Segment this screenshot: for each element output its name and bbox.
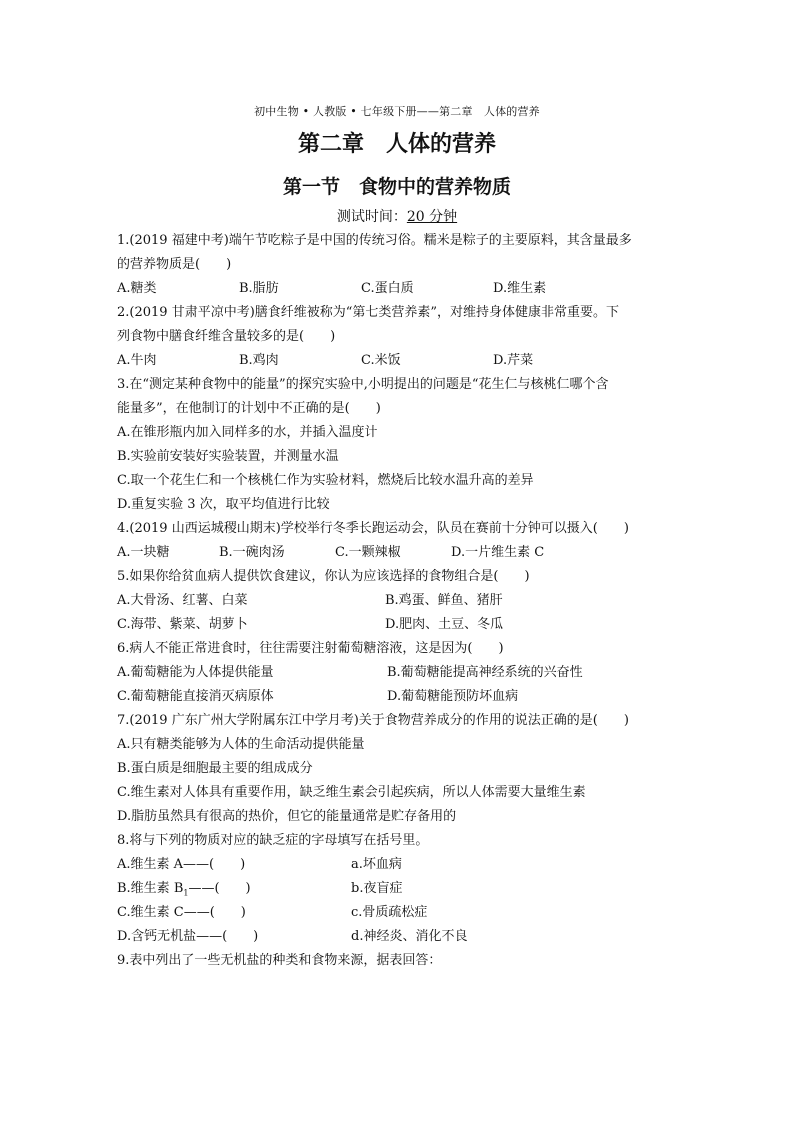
question-2-option-c: C.米饭 [361,353,401,368]
section-title: 第一节 食物中的营养物质 [282,176,511,198]
question-5-option-a: A.大骨汤、红薯、白菜 [117,593,248,608]
question-8-left-a: A.维生素 A——( ) [117,857,246,872]
question-2-option-b: B.鸡肉 [239,353,279,368]
question-8-left-b-text: B.维生素 B [117,881,184,896]
running-header: 初中生物 • 人教版 • 七年级下册——第二章 人体的营养 [254,105,540,118]
question-1-line-2: 的营养物质是( ) [117,257,232,272]
question-1-option-b: B.脂肪 [239,281,279,296]
question-7-option-c: C.维生素对人体具有重要作用，缺乏维生素会引起疾病，所以人体需要大量维生素 [117,785,586,800]
question-8-left-b-tail: ——( ) [188,881,251,896]
question-3-line-1: 3.在“测定某种食物中的能量”的探究实验中,小明提出的问题是“花生仁与核桃仁哪个含 [117,377,609,392]
question-5-option-d: D.肥肉、土豆、冬瓜 [385,617,504,632]
question-7-option-b: B.蛋白质是细胞最主要的组成成分 [117,761,313,776]
question-4-option-a: A.一块糖 [117,545,170,560]
question-3-option-d: D.重复实验 3 次，取平均值进行比较 [117,497,330,512]
question-8-right-d: d.神经炎、消化不良 [351,929,468,944]
question-7-option-a: A.只有糖类能够为人体的生命活动提供能量 [117,737,365,752]
question-9-line-1: 9.表中列出了一些无机盐的种类和食物来源，据表回答： [117,953,442,968]
question-6-option-c: C.葡萄糖能直接消灭病原体 [117,689,274,704]
question-1-option-c: C.蛋白质 [361,281,414,296]
question-8-left-d: D.含钙无机盐——( ) [117,929,259,944]
question-2-option-a: A.牛肉 [117,353,157,368]
question-8-left-b [117,880,251,903]
question-3-option-c: C.取一个花生仁和一个核桃仁作为实验材料，燃烧后比较水温升高的差异 [117,473,534,488]
question-7-option-d: D.脂肪虽然具有很高的热价，但它的能量通常是贮存备用的 [117,809,457,824]
test-time [0,206,794,226]
question-8-right-c: c.骨质疏松症 [351,905,428,920]
question-6-line-1: 6.病人不能正常进食时，往往需要注射葡萄糖溶液，这是因为( ) [117,641,504,656]
question-2-line-2: 列食物中膳食纤维含量较多的是( ) [117,329,336,344]
question-1-option-d: D.维生素 [493,281,547,296]
question-5-line-1: 5.如果你给贫血病人提供饮食建议，你认为应该选择的食物组合是( ) [117,569,530,584]
question-8-right-a: a.坏血病 [351,857,402,872]
question-4-option-d: D.一片维生素 C [451,545,545,560]
question-2-line-1: 2.(2019 甘肃平凉中考)膳食纤维被称为“第七类营养素”，对维持身体健康非常重要。下 [117,305,620,320]
question-1-option-a: A.糖类 [117,281,157,296]
question-8-left-c: C.维生素 C——( ) [117,905,246,920]
question-4-option-c: C.一颗辣椒 [335,545,401,560]
question-6-option-d: D.葡萄糖能预防坏血病 [387,689,519,704]
question-6-option-b: B.葡萄糖能提高神经系统的兴奋性 [387,665,583,680]
question-1-line-1: 1.(2019 福建中考)端午节吃粽子是中国的传统习俗。糯米是粽子的主要原料，其含量最多 [117,233,632,248]
question-7-line-1: 7.(2019 广东广州大学附属东江中学月考)关于食物营养成分的作用的说法正确的是( ) [117,713,629,728]
question-4-line-1: 4.(2019 山西运城稷山期末)学校举行冬季长跑运动会，队员在赛前十分钟可以摄入( ) [117,521,629,536]
question-2-option-d: D.芹菜 [493,353,534,368]
question-6-option-a: A.葡萄糖能为人体提供能量 [117,665,274,680]
question-3-option-b: B.实验前安装好实验装置，并测量水温 [117,449,339,464]
question-5-option-b: B.鸡蛋、鲜鱼、猪肝 [385,593,503,608]
question-4-option-b: B.一碗肉汤 [219,545,285,560]
test-time-value: 20 分钟 [406,209,458,225]
chapter-title: 第二章 人体的营养 [297,131,496,157]
question-3-option-a: A.在锥形瓶内加入同样多的水，并插入温度计 [117,425,378,440]
question-8-right-b: b.夜盲症 [351,881,403,896]
question-5-option-c: C.海带、紫菜、胡萝卜 [117,617,248,632]
question-8-left-b-subscript: 1 [183,888,189,898]
test-time-label: 测试时间： [336,209,407,225]
question-8-line-1: 8.将与下列的物质对应的缺乏症的字母填写在括号里。 [117,833,429,848]
question-3-line-2: 能量多”，在他制订的计划中不正确的是( ) [117,401,381,416]
